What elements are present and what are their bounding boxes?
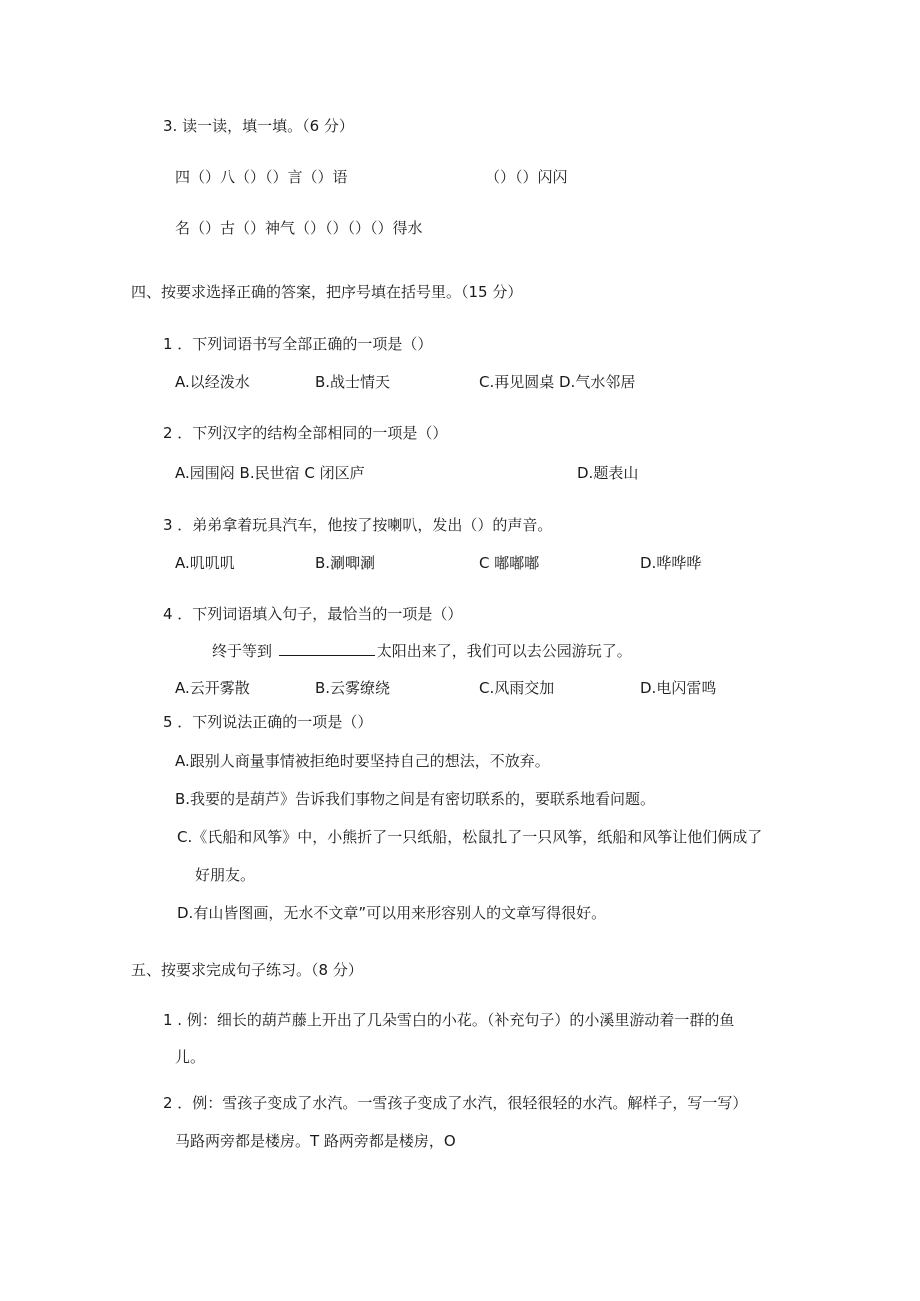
s4-q3-option-c: C 嘟嘟嘟 xyxy=(479,554,540,572)
s4-q5-option-d: D.有山皆图画，无水不文章”可以用来形容别人的文章写得很好。 xyxy=(177,904,607,922)
section-4-title: 四、按要求选择正确的答案，把序号填在括号里。（15 分） xyxy=(131,283,523,301)
s4-q2-option-d: D.题表山 xyxy=(577,464,639,482)
s4-q5-option-c-line1: C.《氏船和风筝》中，小熊折了一只纸船，松鼠扎了一只风筝，纸船和风筝让他们俩成了 xyxy=(177,828,763,846)
q3-row1-right: （）（）闪闪 xyxy=(485,168,568,186)
s4-q3-option-d: D.哗哗哗 xyxy=(640,554,702,572)
s4-q4-stem: 4 ．下列词语填入句子，最恰当的一项是（） xyxy=(163,605,463,623)
s4-q3-option-a: A.叽叽叽 xyxy=(175,554,235,572)
s4-q4-sentence xyxy=(212,641,632,661)
s4-q1-option-b: B.战士情天 xyxy=(315,373,391,391)
s4-q4-sentence-end: 太阳出来了，我们可以去公园游玩了。 xyxy=(376,642,632,660)
q3-row2: 名（）古（）神气（）（）（）（）得水 xyxy=(175,219,423,237)
s4-q2-option-abc: A.园围闷 B.民世宿 C 闭区庐 xyxy=(175,464,365,482)
q3-title: 3. 读一读，填一填。（6 分） xyxy=(163,117,354,135)
s4-q4-sentence-start: 终于等到 xyxy=(212,642,273,660)
s4-q5-stem: 5 ．下列说法正确的一项是（） xyxy=(163,713,373,731)
s5-q2-line2: 马路两旁都是楼房。T 路两旁都是楼房，O xyxy=(175,1132,456,1150)
s4-q5-option-b: B.我要的是葫芦》告诉我们事物之间是有密切联系的，要联系地看问题。 xyxy=(175,790,656,808)
s4-q5-option-c-line2: 好朋友。 xyxy=(195,866,256,884)
answer-blank[interactable] xyxy=(279,641,375,656)
s5-q1-line1: 1 . 例：细长的葫芦藤上开出了几朵雪白的小花。（补充句子）的小溪里游动着一群的鱼 xyxy=(163,1011,735,1029)
s4-q2-stem: 2 ．下列汉字的结构全部相同的一项是（） xyxy=(163,424,448,442)
section-5-title: 五、按要求完成句子练习。（8 分） xyxy=(131,961,363,979)
s4-q3-stem: 3 ．弟弟拿着玩具汽车，他按了按喇叭，发出（）的声音。 xyxy=(163,516,553,534)
s4-q4-option-d: D.电闪雷鸣 xyxy=(640,679,717,697)
s4-q4-option-c: C.风雨交加 xyxy=(479,679,555,697)
s4-q3-option-b: B.涮唧涮 xyxy=(315,554,376,572)
s4-q1-stem: 1 ．下列词语书写全部正确的一项是（） xyxy=(163,335,433,353)
s4-q4-option-b: B.云雾缭绕 xyxy=(315,679,391,697)
s4-q1-option-a: A.以经泼水 xyxy=(175,373,250,391)
s4-q4-option-a: A.云开雾散 xyxy=(175,679,250,697)
s4-q5-option-a: A.跟别人商量事情被拒绝时要坚持自己的想法，不放弃。 xyxy=(175,752,550,770)
s5-q2-line1: 2 ．例：雪孩子变成了水汽。一雪孩子变成了水汽，很轻很轻的水汽。解样子，写一写） xyxy=(163,1094,748,1112)
q3-row1-left: 四（）八（）（）言（）语 xyxy=(175,168,348,186)
s5-q1-line2: 儿。 xyxy=(175,1048,206,1066)
s4-q1-option-cd: C.再见圆桌 D.气水邻居 xyxy=(479,373,636,391)
